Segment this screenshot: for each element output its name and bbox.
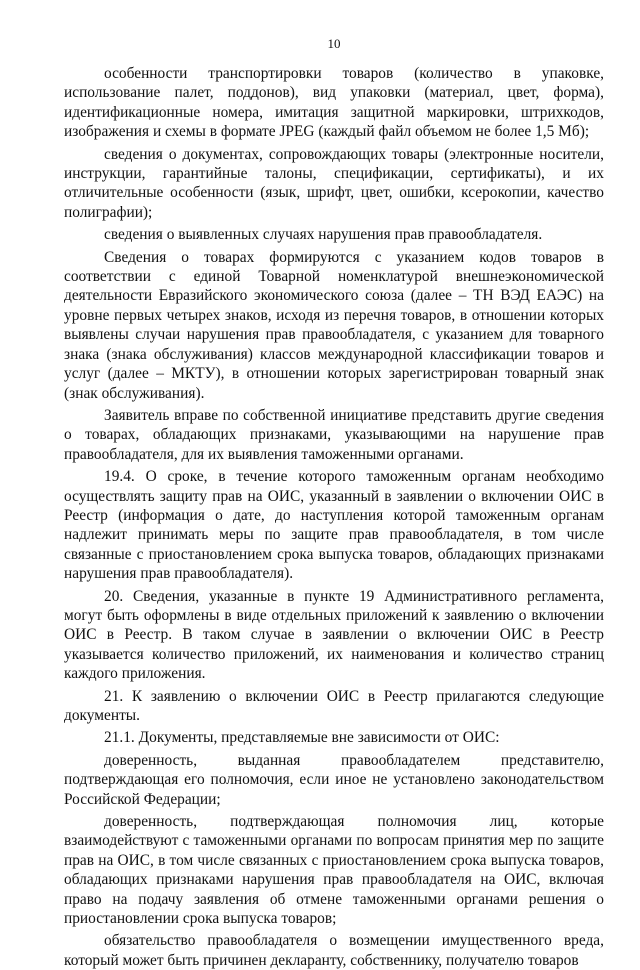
paragraph: сведения о выявленных случаях нарушения прав правообладателя. [104, 226, 543, 244]
paragraph: сведения о документах, сопровождающих товары (электронные носители, инструкции, гарантийные талоны, спецификации, сертификаты), и их отличительные особенности (язык, шрифт, цвет, ошибки, ксерокопии, качество полиграфии); [64, 145, 604, 221]
document-body [64, 64, 604, 970]
paragraph: Сведения о товарах формируются с указанием кодов товаров в соответствии с единой Товарной номенклатурой внешнеэкономической деятельности Евразийского экономического союза (далее – ТН ВЭД ЕАЭС) на уровне первых четырех знаков, исходя из перечня товаров, в отношении которых выявлены случаи нарушения прав правообладателя, с указанием для товарного знака (знака обслуживания) классов международной классификации товаров и услуг (далее – МКТУ), в отношении которых зарегистрирован товарный знак (знак обслуживания). [64, 248, 604, 402]
paragraph: особенности транспортировки товаров (количество в упаковке, использование палет, поддонов), вид упаковки (материал, цвет, форма), идентификационные номера, имитация защитной маркировки, штрихкодов, изображения и схемы в формате JPEG (каждый файл объемом не более 1,5 Мб); [64, 65, 604, 141]
paragraph: 19.4. О сроке, в течение которого таможенным органам необходимо осуществлять защиту прав на ОИС, указанный в заявлении о включении ОИС в Реестр (информация о дате, до наступления которой таможенным органам надлежит принимать меры по защите прав правообладателя, в том числе связанные с приостановлением срока выпуска товаров, обладающих признаками нарушения прав правообладателя). [64, 468, 604, 583]
paragraph: 20. Сведения, указанные в пункте 19 Административного регламента, могут быть оформлены в виде отдельных приложений к заявлению о включении ОИС в Реестр. В таком случае в заявлении о включении ОИС в Реестр указывается количество приложений, их наименования и количество страниц каждого приложения. [64, 587, 604, 683]
paragraph: доверенность, подтверждающая полномочия лиц, которые взаимодействуют с таможенными органами по вопросам принятия мер по защите прав на ОИС, в том числе связанных с приостановлением срока выпуска товаров, обладающих признаками нарушения прав правообладателя на ОИС, включая право на подачу заявления об отмене таможенными органами решения о приостановлении срока выпуска товаров; [64, 813, 604, 928]
page-number: 10 [327, 36, 341, 51]
paragraph: доверенность, выданная правообладателем представителю, подтверждающая его полномочия, если иное не установлено законодательством Российской Федерации; [64, 751, 604, 808]
paragraph: 21. К заявлению о включении ОИС в Реестр прилагаются следующие документы. [64, 687, 604, 724]
paragraph: 21.1. Документы, представляемые вне зависимости от ОИС: [104, 729, 500, 747]
paragraph: Заявитель вправе по собственной инициативе представить другие сведения о товарах, обладающих признаками, указывающими на нарушение прав правообладателя, для их выявления таможенными органами. [64, 406, 604, 463]
paragraph: обязательство правообладателя о возмещении имущественного вреда, который может быть причинен декларанту, собственнику, получателю товаров [64, 932, 604, 969]
